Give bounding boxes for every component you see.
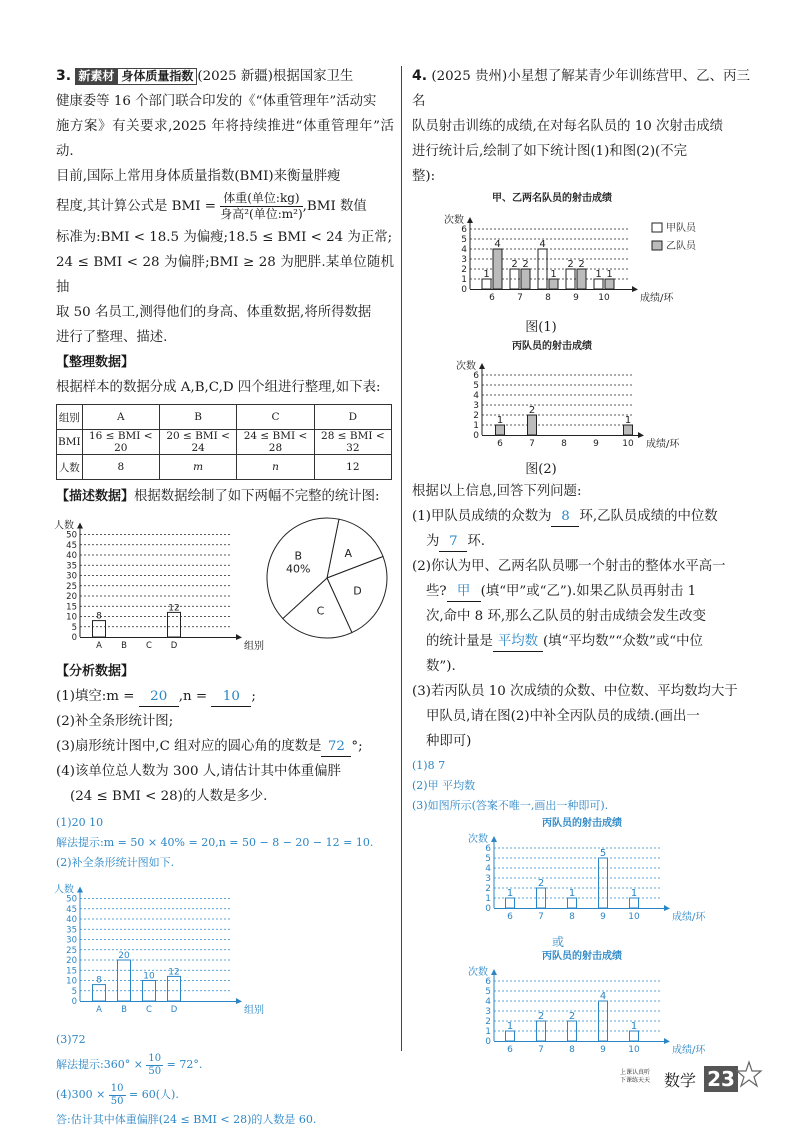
page-number: 23 — [704, 1066, 738, 1092]
q4-text: 环. — [467, 534, 486, 549]
table-cell: 组别 — [57, 405, 83, 430]
data-label: 1 — [630, 888, 638, 899]
table-cell: 12 — [314, 455, 391, 480]
x-axis-label: 成绩/环 — [640, 293, 674, 304]
x-axis-arrow — [664, 905, 670, 911]
data-label: 2 — [537, 878, 545, 889]
data-label: 10 — [143, 971, 155, 982]
x-tick-label: 6 — [489, 293, 495, 303]
y-tick-label: 5 — [461, 235, 467, 245]
q3-text: 进行了整理、描述. — [56, 330, 168, 345]
y-tick-label: 50 — [66, 530, 77, 541]
table-cell: 20 ≤ BMI < 24 — [159, 430, 236, 455]
answer-line: (2)补全条形统计图如下. — [56, 856, 175, 869]
y-tick-label: 5 — [485, 854, 491, 864]
bar-乙队员-7 — [521, 269, 530, 289]
table-cell: B — [159, 405, 236, 430]
y-axis-label: 人数 — [54, 520, 74, 532]
y-axis-arrow — [491, 836, 497, 842]
data-label: 2 — [522, 259, 529, 270]
y-tick-label: 0 — [71, 633, 77, 643]
x-tick-label: 9 — [593, 439, 599, 449]
formula-numerator: 体重(单位:kg) — [220, 191, 302, 207]
answer-blank: 72 — [321, 738, 351, 757]
answer-blank: 10 — [211, 688, 251, 707]
answer-blank: 20 — [139, 688, 179, 707]
x-tick-label: 7 — [538, 1045, 544, 1055]
y-tick-label: 6 — [485, 844, 491, 854]
q4-figure-2-chart — [412, 337, 750, 457]
y-tick-label: 0 — [71, 997, 77, 1007]
y-tick-label: 6 — [485, 977, 491, 987]
x-tick-label: C — [146, 641, 152, 651]
answer-blank: 甲 — [447, 583, 481, 602]
y-axis-arrow — [491, 969, 497, 975]
bar-value-D — [168, 976, 181, 1001]
y-tick-label: 4 — [473, 391, 479, 401]
q4-text: (2025 贵州)小星想了解某青少年训练营甲、乙、丙三名 — [412, 69, 750, 109]
data-label: 2 — [567, 259, 574, 270]
y-axis-label: 次数 — [468, 834, 488, 845]
x-axis-label: 组别 — [244, 641, 264, 652]
column-divider — [401, 66, 402, 1051]
y-tick-label: 0 — [461, 285, 467, 295]
table-cell: C — [237, 405, 314, 430]
y-tick-label: 3 — [485, 874, 491, 884]
bar-value-10 — [630, 1031, 639, 1041]
data-label: 2 — [578, 259, 585, 270]
q4-sub2: 数”). — [426, 659, 456, 674]
bar-value-D — [168, 612, 181, 637]
y-tick-label: 5 — [473, 381, 479, 391]
y-tick-label: 5 — [485, 987, 491, 997]
bmi-formula — [220, 191, 302, 222]
data-label: 12 — [168, 967, 180, 978]
denominator: 50 — [148, 1065, 162, 1077]
y-tick-label: 2 — [473, 411, 479, 421]
y-tick-label: 3 — [485, 1007, 491, 1017]
data-label: 2 — [511, 259, 518, 270]
legend-label: 甲队员 — [666, 223, 696, 234]
table-cell: n — [237, 455, 314, 480]
q3-text: (3)扇形统计图中,C 组对应的圆心角的度数是 — [56, 739, 322, 754]
q3-text: 程度,其计算公式是 BMI = — [56, 199, 216, 214]
q3-sub3 — [56, 734, 394, 759]
y-tick-label: 6 — [461, 225, 467, 235]
y-tick-label: 45 — [66, 540, 77, 551]
y-tick-label: 25 — [66, 945, 77, 956]
y-tick-label: 10 — [66, 612, 77, 623]
data-label: 1 — [496, 415, 504, 426]
q4-text: (填“甲”或“乙”).如果乙队员再射击 1 — [480, 584, 697, 599]
x-tick-label: B — [121, 1005, 127, 1015]
x-axis-label: 成绩/环 — [672, 1045, 706, 1056]
q3-pie-chart — [262, 513, 392, 643]
table-cell: BMI — [57, 430, 83, 455]
figure-caption: 图(1) — [525, 320, 557, 335]
slogan-line: 下课练天天 — [620, 1077, 651, 1084]
q3-text: 健康委等 16 个部门联合印发的《“体重管理年”活动实 — [56, 94, 377, 109]
bar-乙队员-6 — [493, 249, 502, 289]
data-label: 8 — [96, 611, 102, 622]
q3-sub4: (4)该单位总人数为 300 人,请估计其中体重偏胖 — [56, 764, 341, 779]
q3-formula-line — [56, 189, 394, 225]
q3-text: 24 ≤ BMI < 28 为偏胖;BMI ≥ 28 为肥胖.某单位随机抽 — [56, 255, 394, 295]
chart-title: 丙队员的射击成绩 — [542, 951, 622, 962]
slogan-line: 上课认真听 — [620, 1069, 651, 1076]
y-tick-label: 1 — [485, 894, 491, 904]
answer-blank: 8 — [551, 508, 579, 527]
y-axis-label: 次数 — [456, 361, 476, 372]
y-tick-label: 20 — [66, 956, 77, 966]
answer-line: (2)甲 平均数 — [412, 779, 476, 792]
bar-甲队员-10 — [594, 279, 603, 289]
q4-sub2: (2)你认为甲、乙两名队员哪一个射击的整体水平高一 — [412, 559, 726, 574]
y-tick-label: 1 — [485, 1027, 491, 1037]
q3-text: 标准为:BMI < 18.5 为偏瘦;18.5 ≤ BMI < 24 为正常; — [56, 230, 393, 245]
bar-乙队员-10 — [605, 279, 614, 289]
q4-sub2 — [412, 629, 750, 654]
q3-text: (1)填空:m = — [56, 689, 135, 704]
q3-text: ; — [251, 689, 256, 704]
y-tick-label: 2 — [485, 1017, 491, 1027]
q3-text: (2025 新疆)根据国家卫生 — [197, 69, 354, 84]
answer-text: (4)300 × — [56, 1088, 106, 1101]
x-tick-label: C — [146, 1005, 152, 1015]
y-axis-arrow — [77, 887, 83, 893]
q3-answers — [56, 813, 394, 1130]
page-footer — [620, 1066, 760, 1096]
table-row — [57, 405, 392, 430]
pie-label: B — [294, 549, 303, 563]
x-tick-label: 6 — [507, 912, 513, 922]
pie-label: D — [353, 584, 362, 598]
answer-text: = 60(人). — [129, 1088, 179, 1101]
x-tick-label: 8 — [569, 1045, 575, 1055]
chart-title: 丙队员的射击成绩 — [542, 818, 622, 829]
bar-value-A — [93, 985, 106, 1001]
data-label: 1 — [630, 1021, 638, 1032]
y-tick-label: 10 — [66, 976, 77, 987]
y-tick-label: 25 — [66, 581, 77, 592]
y-tick-label: 30 — [66, 935, 77, 946]
x-tick-label: 10 — [598, 293, 610, 303]
x-tick-label: 7 — [517, 293, 523, 303]
answer-line: (1)8 7 — [412, 759, 446, 772]
y-tick-label: 0 — [485, 904, 491, 914]
q4-sub3: 甲队员,请在图(2)中补全丙队员的成绩.(画出一 — [426, 709, 700, 724]
q4-text: 进行统计后,绘制了如下统计图(1)和图(2)(不完 — [412, 144, 688, 159]
answer-blank: 平均数 — [493, 633, 543, 652]
data-label: 1 — [595, 269, 602, 280]
y-tick-label: 30 — [66, 571, 77, 582]
y-tick-label: 50 — [66, 894, 77, 905]
y-axis-label: 人数 — [54, 884, 74, 896]
y-tick-label: 3 — [461, 255, 467, 265]
pie-label: C — [316, 604, 325, 618]
table-cell: 28 ≤ BMI < 32 — [314, 430, 391, 455]
y-tick-label: 2 — [485, 884, 491, 894]
data-label: 4 — [494, 239, 501, 250]
answer-text: 解法提示:360° × — [56, 1058, 143, 1071]
q4-text: 根据以上信息,回答下列问题: — [412, 484, 582, 499]
q4-text: (1)甲队员成绩的众数为 — [412, 509, 552, 524]
q3-tag-new: 新素材 — [75, 68, 117, 85]
q3-figures — [56, 509, 394, 659]
q4-text: 整): — [412, 169, 436, 184]
table-cell: A — [82, 405, 159, 430]
y-tick-label: 4 — [485, 864, 491, 874]
x-axis-arrow — [638, 432, 644, 438]
x-tick-label: 10 — [628, 1045, 640, 1055]
or-label: 或 — [552, 935, 565, 949]
q3-text: 根据数据绘制了如下两幅不完整的统计图: — [134, 489, 380, 504]
q3-sub4: (24 ≤ BMI < 28)的人数是多少. — [70, 789, 268, 804]
subject-label: 数学 — [664, 1071, 697, 1090]
data-label: 20 — [118, 951, 130, 961]
answer-line: (3)72 — [56, 1033, 86, 1046]
y-tick-label: 5 — [71, 622, 77, 633]
table-cell: m — [159, 455, 236, 480]
y-tick-label: 5 — [71, 986, 77, 997]
q3-bar-chart — [54, 509, 264, 659]
table-cell: 人数 — [57, 455, 83, 480]
q3-number: 3. — [56, 68, 72, 84]
chart-title: 甲、乙两名队员的射击成绩 — [492, 193, 612, 204]
bar-value-8 — [568, 898, 577, 908]
x-tick-label: 10 — [622, 439, 634, 449]
y-tick-label: 4 — [461, 245, 467, 255]
q4-figure-1-chart — [412, 189, 750, 315]
bar-value-10 — [624, 425, 633, 435]
x-tick-label: 6 — [497, 439, 503, 449]
data-label: 1 — [568, 888, 576, 899]
x-axis-arrow — [236, 998, 242, 1004]
fraction — [109, 1083, 126, 1108]
data-label: 8 — [96, 975, 102, 986]
q4-text: 队员射击训练的成绩,在对每名队员的 10 次射击成绩 — [412, 119, 724, 134]
x-tick-label: D — [170, 641, 178, 651]
data-label: 1 — [483, 269, 490, 280]
data-label: 2 — [528, 405, 536, 416]
table-cell: 16 ≤ BMI < 20 — [82, 430, 159, 455]
q4-answers — [412, 756, 750, 1068]
x-tick-label: B — [121, 641, 127, 651]
numerator: 10 — [148, 1052, 162, 1064]
y-tick-label: 3 — [473, 401, 479, 411]
y-tick-label: 35 — [66, 925, 77, 936]
x-tick-label: D — [170, 1005, 178, 1015]
bar-value-9 — [599, 858, 608, 908]
answer-text: = 72°. — [166, 1058, 203, 1071]
x-axis-label: 组别 — [244, 1005, 264, 1016]
data-label: 1 — [624, 415, 632, 426]
bar-value-6 — [496, 425, 505, 435]
x-axis-arrow — [664, 1038, 670, 1044]
fraction — [146, 1053, 163, 1078]
q4-text: 为 — [426, 534, 440, 549]
q4-answer-chart-b — [452, 949, 752, 1061]
q3-text: 根据样本的数据分成 A,B,C,D 四个组进行整理,如下表: — [56, 380, 381, 395]
q3-tag-topic: 身体质量指数 — [117, 68, 197, 85]
q3-sub1 — [56, 684, 394, 709]
denominator: 50 — [110, 1095, 124, 1107]
q3-text: 施方案》有关要求,2025 年将持续推进“体重管理年”活动. — [56, 119, 394, 159]
pie-label: A — [344, 546, 353, 560]
legend-swatch — [652, 241, 662, 250]
y-tick-label: 40 — [66, 915, 77, 925]
y-tick-label: 0 — [485, 1037, 491, 1047]
data-label: 4 — [599, 991, 607, 1002]
question-4 — [412, 64, 750, 1068]
legend-swatch — [652, 223, 662, 232]
x-axis-arrow — [632, 286, 638, 292]
bar-乙队员-8 — [549, 279, 558, 289]
q4-text: 些? — [426, 584, 447, 599]
data-label: 1 — [506, 888, 514, 899]
bar-乙队员-9 — [577, 269, 586, 289]
y-tick-label: 15 — [66, 602, 77, 613]
y-tick-label: 1 — [461, 275, 467, 285]
q4-text: 的统计量是 — [426, 634, 493, 649]
q3-text: ,n = — [178, 689, 208, 704]
numerator: 10 — [110, 1082, 124, 1094]
table-cell: 8 — [82, 455, 159, 480]
bar-value-6 — [506, 898, 515, 908]
q4-number: 4. — [412, 68, 428, 84]
table-row — [57, 430, 392, 455]
data-label: 4 — [539, 239, 546, 250]
q3-text: ,BMI 数值 — [302, 199, 367, 214]
bar-value-7 — [537, 888, 546, 908]
pie-label: 40% — [286, 562, 311, 576]
y-axis-label: 次数 — [444, 215, 464, 226]
q4-text: 环,乙队员成绩的中位数 — [579, 509, 718, 524]
y-tick-label: 20 — [66, 592, 77, 602]
bar-甲队员-6 — [482, 279, 491, 289]
bar-value-7 — [528, 415, 537, 435]
x-tick-label: 7 — [538, 912, 544, 922]
y-axis-arrow — [77, 523, 83, 529]
x-tick-label: A — [96, 1005, 102, 1015]
data-label: 2 — [537, 1011, 545, 1022]
x-tick-label: 10 — [628, 912, 640, 922]
figure-caption: 图(2) — [525, 462, 557, 477]
bar-value-6 — [506, 1031, 515, 1041]
q4-text: (填“平均数”“众数”或“中位 — [542, 634, 703, 649]
y-tick-label: 35 — [66, 561, 77, 572]
y-tick-label: 40 — [66, 551, 77, 561]
answer-line: (3)如图所示(答案不唯一,画出一种即可). — [412, 799, 609, 812]
question-3 — [56, 64, 394, 1130]
answer-line: 解法提示:m = 50 × 40% = 20,n = 50 − 8 − 20 − 12 = 10. — [56, 836, 374, 849]
section-heading: 【描述数据】 — [56, 489, 135, 504]
x-tick-label: 7 — [529, 439, 535, 449]
bar-value-10 — [630, 898, 639, 908]
x-tick-label: 9 — [600, 1045, 606, 1055]
q4-sub2 — [412, 579, 750, 604]
x-tick-label: 8 — [561, 439, 567, 449]
y-axis-arrow — [467, 217, 473, 223]
x-axis-arrow — [236, 634, 242, 640]
x-tick-label: A — [96, 641, 102, 651]
section-heading: 【分析数据】 — [56, 664, 135, 679]
chart-title: 丙队员的射击成绩 — [512, 341, 592, 352]
q4-sub2: 次,命中 8 环,那么乙队员的射击成绩会发生改变 — [426, 609, 706, 624]
y-tick-label: 1 — [473, 421, 479, 431]
data-label: 12 — [168, 603, 180, 614]
data-label: 5 — [599, 848, 607, 859]
q4-sub1 — [412, 529, 750, 554]
x-axis-label: 成绩/环 — [646, 439, 680, 450]
x-axis-label: 成绩/环 — [672, 912, 706, 923]
q4-sub1 — [412, 504, 750, 529]
q4-answer-chart-a — [452, 816, 752, 928]
data-label: 1 — [550, 269, 557, 280]
table-cell: D — [314, 405, 391, 430]
answer-blank: 7 — [439, 533, 467, 552]
y-tick-label: 45 — [66, 904, 77, 915]
data-label: 1 — [506, 1021, 514, 1032]
x-tick-label: 9 — [600, 912, 606, 922]
data-label: 1 — [606, 269, 613, 280]
answer-line — [56, 1080, 394, 1110]
y-tick-label: 0 — [473, 431, 479, 441]
q3-text: 取 50 名员工,测得他们的身高、体重数据,将所得数据 — [56, 305, 372, 320]
x-tick-label: 9 — [573, 293, 579, 303]
answer-line: 答:估计其中体重偏胖(24 ≤ BMI < 28)的人数是 60. — [56, 1113, 317, 1126]
y-axis-arrow — [479, 363, 485, 369]
y-axis-label: 次数 — [468, 967, 488, 978]
answer-line: (1)20 10 — [56, 816, 104, 829]
y-tick-label: 2 — [461, 265, 467, 275]
q3-answer-bar-chart — [54, 873, 264, 1023]
bar-value-7 — [537, 1021, 546, 1041]
q3-line-1 — [56, 64, 394, 89]
formula-denominator: 身高²(单位:m²) — [220, 207, 303, 221]
q3-text: °; — [351, 739, 363, 754]
y-tick-label: 4 — [485, 997, 491, 1007]
table-cell: 24 ≤ BMI < 28 — [237, 430, 314, 455]
slogan — [620, 1069, 650, 1085]
data-label: 2 — [568, 1011, 576, 1022]
q4-sub3: 种即可) — [426, 734, 472, 749]
q4-sub3: (3)若丙队员 10 次成绩的众数、中位数、平均数均大于 — [412, 684, 738, 699]
legend-label: 乙队员 — [666, 241, 696, 252]
q3-sub2: (2)补全条形统计图; — [56, 714, 174, 729]
bar-value-A — [93, 621, 106, 637]
y-tick-label: 15 — [66, 966, 77, 977]
x-tick-label: 8 — [545, 293, 551, 303]
star-mascot-icon — [736, 1060, 762, 1094]
x-tick-label: 6 — [507, 1045, 513, 1055]
section-heading: 【整理数据】 — [56, 355, 135, 370]
x-tick-label: 8 — [569, 912, 575, 922]
y-tick-label: 6 — [473, 371, 479, 381]
answer-line — [56, 1050, 394, 1080]
q3-text: 目前,国际上常用身体质量指数(BMI)来衡量胖瘦 — [56, 169, 341, 184]
